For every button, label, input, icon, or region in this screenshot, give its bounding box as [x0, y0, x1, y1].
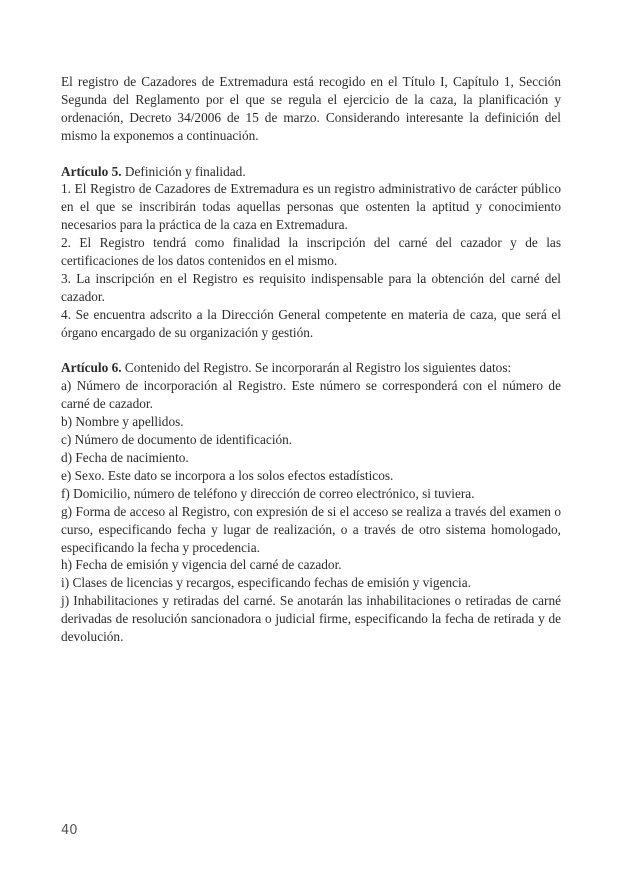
- article-6-subtitle: Contenido del Registro. Se incorporarán al Registro los siguientes datos:: [121, 360, 512, 376]
- article-6-item-f: f) Domicilio, número de teléfono y dirección de correo electrónico, si tuviera.: [61, 485, 475, 501]
- article-6-item-j: j) Inhabilitaciones y retiradas del carné. Se anotarán las inhabilitaciones o retiradas de carné derivadas de resolución sancionadora o judicial firme, especificando la fecha de retirada y de devolución.: [61, 593, 561, 645]
- article-6-item-b: b) Nombre y apellidos.: [61, 414, 184, 430]
- article-5-heading: Artículo 5.: [61, 163, 122, 179]
- article-6-item-c: c) Número de documento de identificación.: [61, 432, 293, 448]
- article-5-title: [61, 163, 561, 181]
- article-6-heading: Artículo 6.: [61, 360, 122, 376]
- article-6-title: [61, 359, 561, 377]
- intro-paragraph: El registro de Cazadores de Extremadura está recogido en el Título I, Capítulo 1, Sección Segunda del Reglamento por el que se regula el ejercicio de la caza, la planificación y ordenación, Decreto 34/2006 de 15 de marzo. Considerando interesante la definición del mismo la exponemos a continuación.: [61, 74, 561, 143]
- article-6-item-h: h) Fecha de emisión y vigencia del carné de cazador.: [61, 557, 342, 573]
- article-5-item-1: 1. El Registro de Cazadores de Extremadura es un registro administrativo de carácter público en el que se inscribirán todas aquellas personas que ostenten la aptitud y conocimiento necesarios para la práctica de la caza en Extremadura.: [61, 181, 561, 233]
- article-6-item-i: i) Clases de licencias y recargos, especificando fechas de emisión y vigencia.: [61, 575, 471, 591]
- article-5-item-3: 3. La inscripción en el Registro es requisito indispensable para la obtención del carné del cazador.: [61, 270, 561, 304]
- article-6-item-g: g) Forma de acceso al Registro, con expresión de si el acceso se realiza a través del examen o curso, especificando fecha y lugar de realización, o a través de otro sistema homologado, especificando la fecha y procedencia.: [61, 503, 561, 555]
- article-5-item-2: 2. El Registro tendrá como finalidad la inscripción del carné del cazador y de las certificaciones de los datos contenidos en el mismo.: [61, 235, 561, 269]
- article-5-item-4: 4. Se encuentra adscrito a la Dirección General competente en materia de caza, que será el órgano encargado de su organización y gestión.: [61, 306, 561, 340]
- article-6-item-a: a) Número de incorporación al Registro. Este número se corresponderá con el número de carné de cazador.: [61, 378, 561, 412]
- page-number: 40: [61, 823, 78, 838]
- article-6-item-e: e) Sexo. Este dato se incorpora a los solos efectos estadísticos.: [61, 467, 394, 483]
- article-6-item-d: d) Fecha de nacimiento.: [61, 450, 189, 465]
- article-5-subtitle: Definición y finalidad.: [121, 163, 246, 179]
- page-body: [61, 73, 561, 646]
